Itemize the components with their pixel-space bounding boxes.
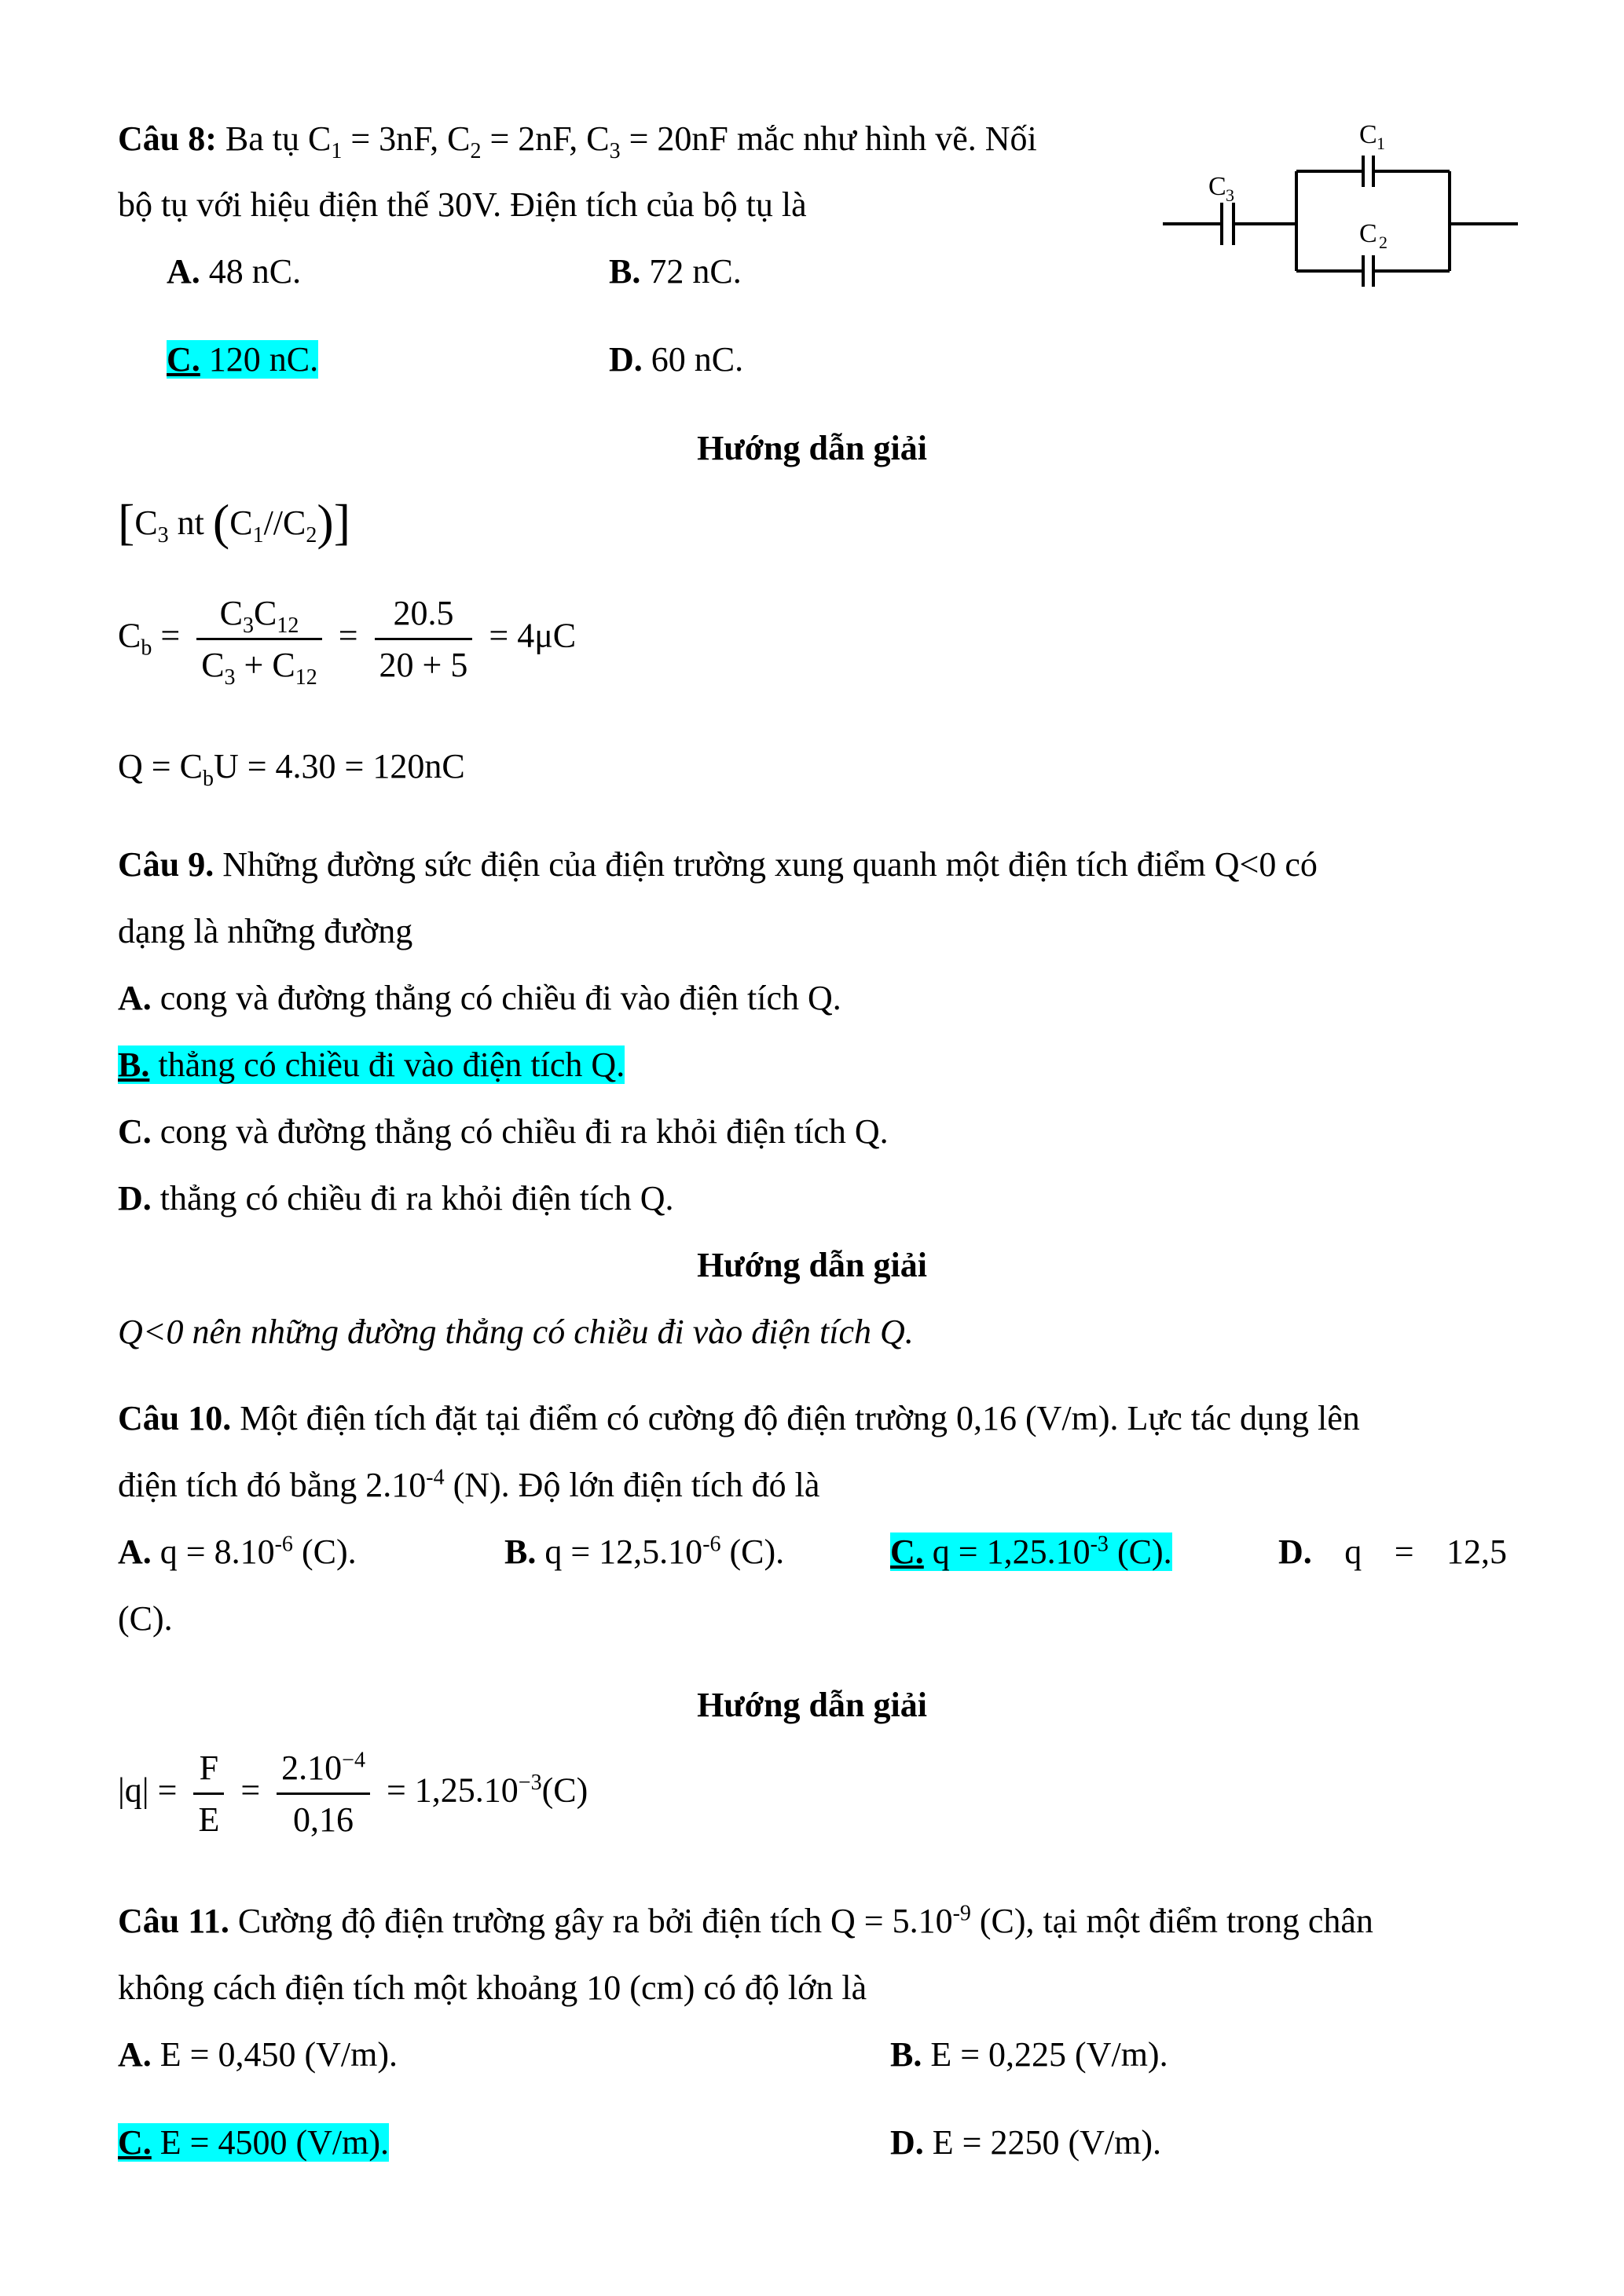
q10-number: Câu 10. xyxy=(118,1399,232,1437)
q9-number: Câu 9. xyxy=(118,845,214,884)
q8-solution-capacitance: $C_b$ = $\frac{C_3C_{12}}{C_3 + C_{12}}$ = $\frac{20.5}{20 + 5}$ = 4μC xyxy=(118,594,577,690)
q8-solution-charge: $Q = C_bU = 4.30 = 120nC$ xyxy=(118,747,465,791)
q8-line1: Câu 8: Ba tụ $C_1 = 3nF$, $C_2 = 2nF$, $C_3 = 20nF$ mắc như hình vẽ. Nối xyxy=(118,119,1037,163)
q9-option-c: C. cong và đường thẳng có chiều đi ra khỏi điện tích Q. xyxy=(118,1112,889,1151)
c2-subscript: 2 xyxy=(1379,233,1388,252)
q10-option-d: D. q = 12,5 xyxy=(1278,1532,1507,1571)
q9-solution-text: Q<0 nên những đường thẳng có chiều đi vào điện tích Q. xyxy=(118,1313,914,1351)
fraction-numeric: $\frac{2.10^{-4}}{0,16}$ xyxy=(277,1748,370,1840)
q8-solution-structure: [$C_3$ nt $(C_1//C_2)$] xyxy=(118,494,350,550)
q8-option-d: D. 60 nC. xyxy=(609,340,744,379)
q9-option-b: B. thẳng có chiều đi vào điện tích Q. xyxy=(118,1045,625,1084)
q10-option-a: A. $q = 8.10^{-6}$ (C). xyxy=(118,1532,357,1571)
q9-option-d: D. thẳng có chiều đi ra khỏi điện tích Q. xyxy=(118,1179,674,1218)
q11-number: Câu 11. xyxy=(118,1902,229,1940)
q8-number: Câu 8: xyxy=(118,119,217,158)
q10-option-d-unit: (C). xyxy=(118,1599,173,1638)
q11-line1: Câu 11. Cường độ điện trường gây ra bởi điện tích $Q = 5.10^{-9}$ (C), tại một điểm trong chân xyxy=(118,1901,1373,1940)
c1-subscript: 1 xyxy=(1377,134,1385,153)
fraction-f-over-e: $\frac{F}{E}$ xyxy=(193,1748,224,1840)
c1-label: C xyxy=(1359,120,1377,149)
q11-option-c: C. E = 4500 (V/m). xyxy=(118,2123,390,2162)
q10-option-c: C. $q = 1,25.10^{-3}$ (C). xyxy=(890,1532,1172,1571)
c3-label: C xyxy=(1208,172,1226,201)
q8-option-a: A. 48 nC. xyxy=(167,252,302,291)
q11-option-a: A. E = 0,450 (V/m). xyxy=(118,2035,398,2074)
q10-solution-formula: |q| = $\frac{F}{E}$ = $\frac{2.10^{-4}}{0,16}$ = $1,25.10^{-3}(C)$ xyxy=(118,1748,588,1839)
c2-label: C xyxy=(1359,219,1377,248)
capacitor-circuit-diagram xyxy=(1163,110,1524,291)
q9-line1: Câu 9. Những đường sức điện của điện trường xung quanh một điện tích điểm Q<0 có xyxy=(118,845,1318,884)
q8-option-c: C. 120 nC. xyxy=(167,340,319,379)
q9-line2: dạng là những đường xyxy=(118,912,413,950)
q11-option-b: B. E = 0,225 (V/m). xyxy=(890,2035,1168,2074)
c3-subscript: 3 xyxy=(1226,185,1234,205)
q8-solution-heading: Hướng dẫn giải xyxy=(697,429,927,467)
q10-option-b: B. $q = 12,5.10^{-6}$ (C). xyxy=(504,1532,785,1571)
q10-line2: điện tích đó bằng $2.10^{-4}$ (N). Độ lớn điện tích đó là xyxy=(118,1465,820,1504)
q10-line1: Câu 10. Một điện tích đặt tại điểm có cường độ điện trường 0,16 (V/m). Lực tác dụng lên xyxy=(118,1399,1360,1437)
q9-solution-heading: Hướng dẫn giải xyxy=(697,1246,927,1284)
q10-solution-heading: Hướng dẫn giải xyxy=(697,1686,927,1724)
q8-line2: bộ tụ với hiệu điện thế 30V. Điện tích của bộ tụ là xyxy=(118,185,807,224)
q9-option-a: A. cong và đường thẳng có chiều đi vào điện tích Q. xyxy=(118,979,841,1017)
q11-option-d: D. E = 2250 (V/m). xyxy=(890,2123,1162,2162)
q11-line2: không cách điện tích một khoảng 10 (cm) có độ lớn là xyxy=(118,1968,867,2007)
fraction-numeric: $\frac{20.5}{20 + 5}$ xyxy=(375,593,473,685)
fraction-c3c12: $\frac{C_3C_{12}}{C_3 + C_{12}}$ xyxy=(196,593,322,685)
q8-option-b: B. 72 nC. xyxy=(609,252,742,291)
